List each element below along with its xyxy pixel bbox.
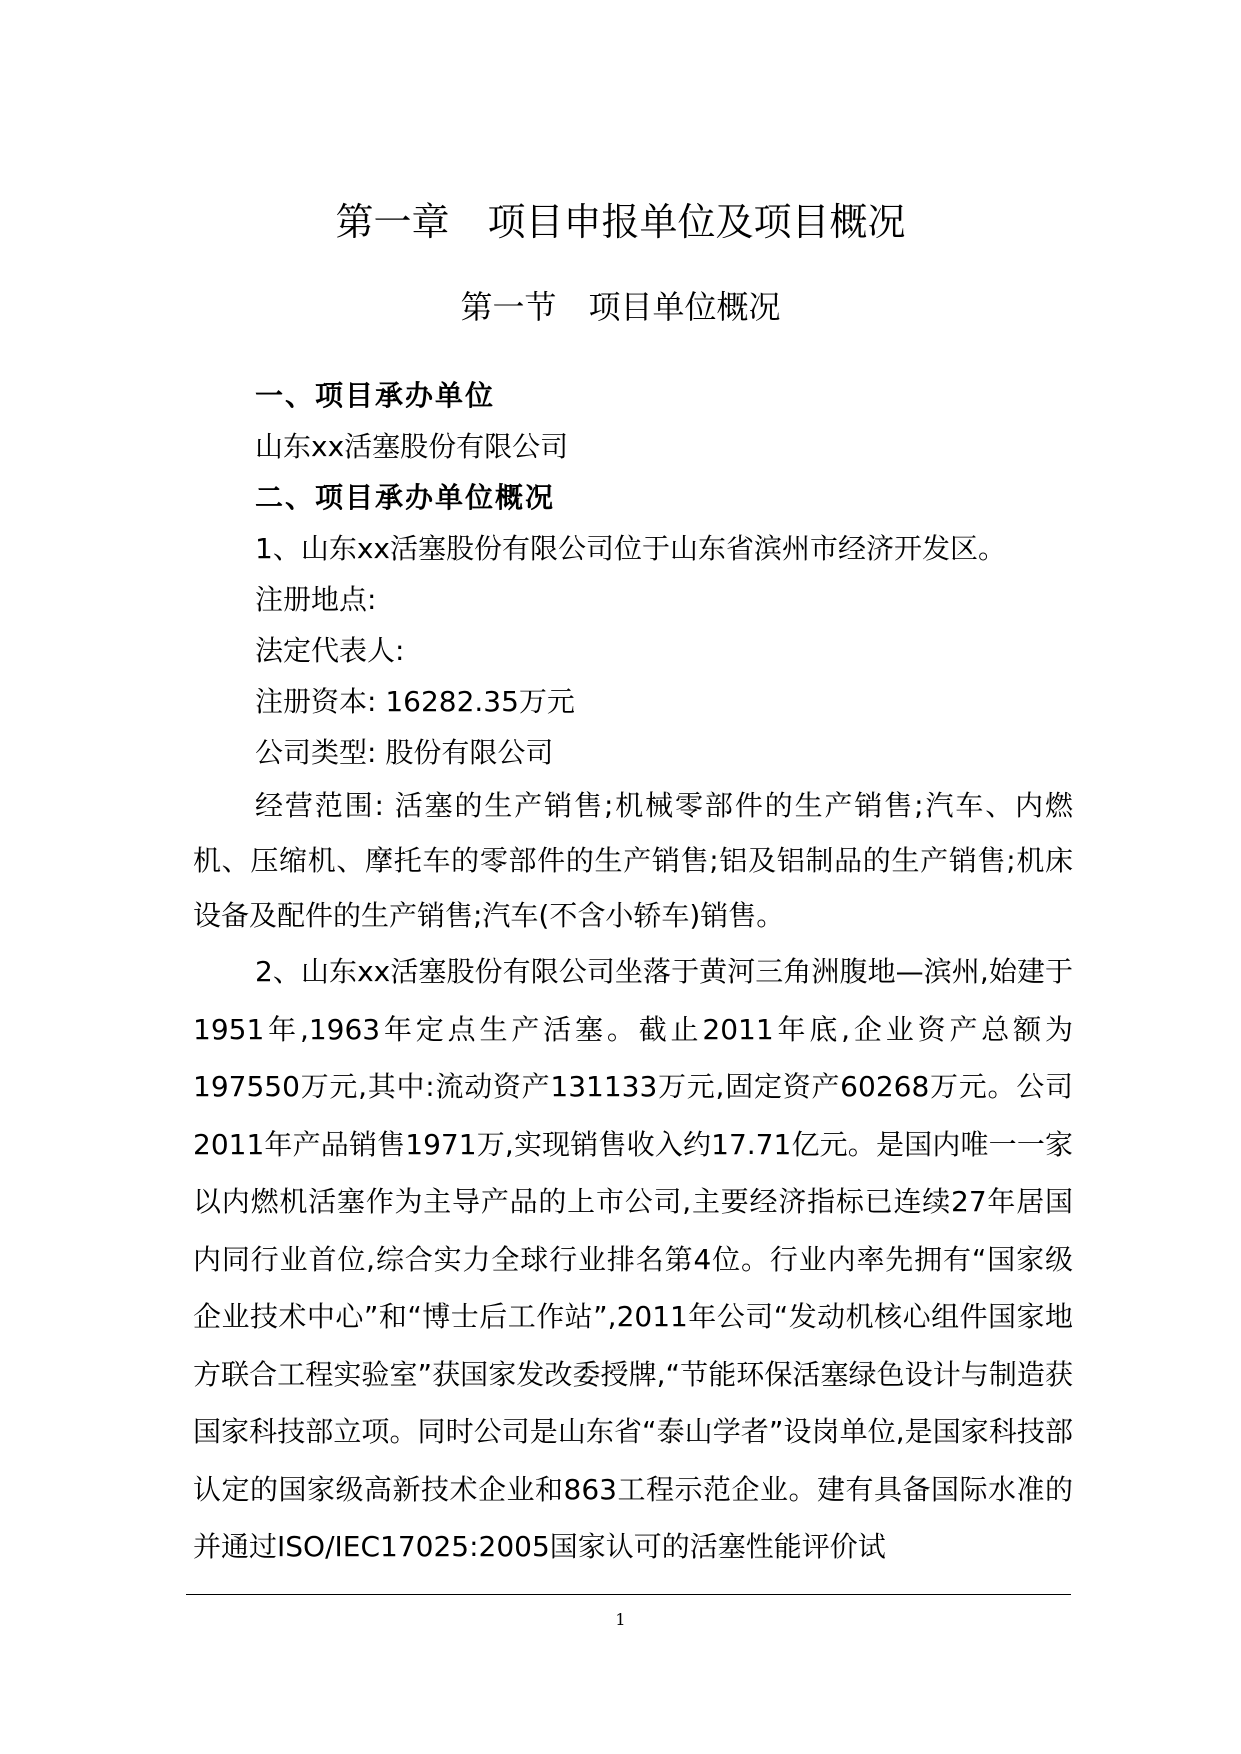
company-type: 公司类型: 股份有限公司 [255,736,554,769]
company-location: 1、山东xx活塞股份有限公司位于山东省滨州市经济开发区。 [255,532,1006,565]
business-scope-paragraph: 经营范围: 活塞的生产销售;机械零部件的生产销售;汽车、内燃机、压缩机、摩托车的零部件的生产销售;铝及铝制品的生产销售;机床设备及配件的生产销售;汽车(不含小轿车)销售。 [193,789,1073,932]
registered-address-label: 注册地点: [255,583,377,616]
legal-representative-label: 法定代表人: [255,634,405,667]
company-name: 山东xx活塞股份有限公司 [255,430,569,463]
section-title: 第一节 项目单位概况 [460,288,781,326]
heading-undertaker-overview: 二、项目承办单位概况 [255,481,556,514]
page-number: 1 [615,1610,626,1629]
footer-divider [186,1594,1071,1595]
heading-project-undertaker: 一、项目承办单位 [255,379,496,412]
document-body [193,370,1073,1576]
registered-capital: 注册资本: 16282.35万元 [255,685,575,718]
chapter-title: 第一章 项目申报单位及项目概况 [335,200,906,244]
company-overview-paragraph: 2、山东xx活塞股份有限公司坐落于黄河三角洲腹地—滨州,始建于1951年,1963年定点生产活塞。截止2011年底,企业资产总额为197550万元,其中:流动资产131133万元,固定资产60268万元。公司2011年产品销售1971万,实现销售收入约17.71亿元。是国内唯一一家以内燃机活塞作为主导产品的上市公司,主要经济指标已连续27年居国内同行业首位,综合实力全球行业排名第4位。行业内率先拥有“国家级企业技术中心”和“博士后工作站”,2011年公司“发动机核心组件国家地方联合工程实验室”获国家发改委授牌,“节能环保活塞绿色设计与制造获国家科技部立项。同时公司是山东省“泰山学者”设岗单位,是国家科技部认定的国家级高新技术企业和863工程示范企业。建有具备国际水准的并通过ISO/IEC17025:2005国家认可的活塞性能评价试 [193,955,1073,1563]
